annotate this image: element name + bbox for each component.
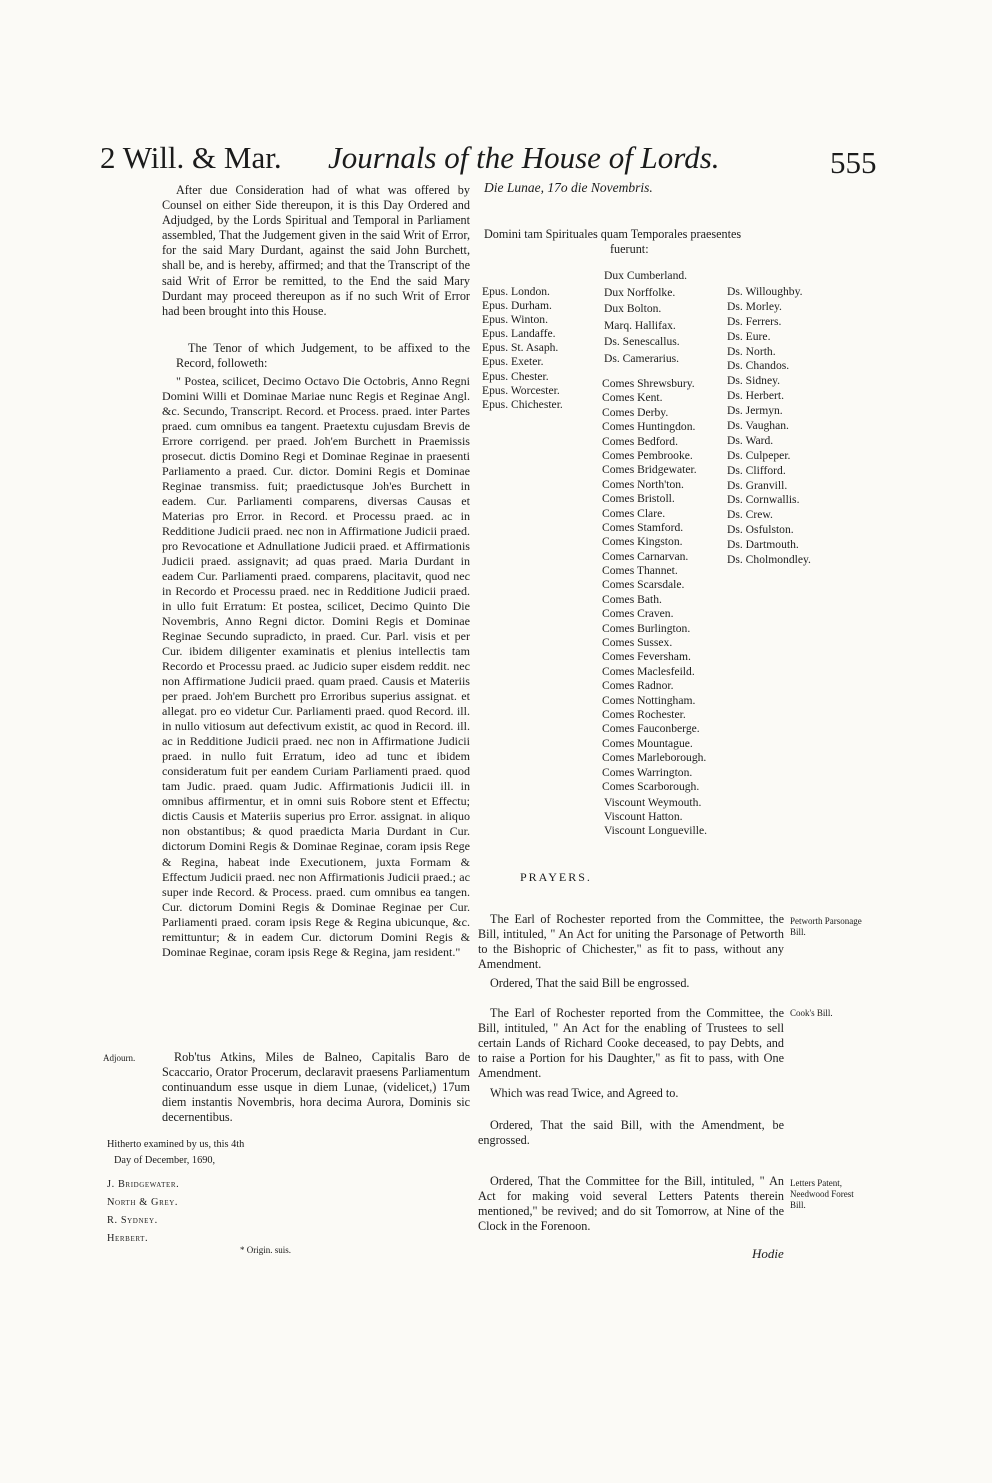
list-item: Epus. Worcester. bbox=[482, 383, 560, 397]
list-item: Comes Pembrooke. bbox=[602, 448, 693, 462]
list-item: Ds. Cholmondley. bbox=[727, 553, 811, 567]
signer: J. Bridgewater. bbox=[107, 1179, 180, 1190]
list-item: Viscount Longueville. bbox=[604, 824, 707, 838]
examined-line-2: Day of December, 1690, bbox=[114, 1155, 216, 1166]
petworth-order: Ordered, That the said Bill be engrossed. bbox=[490, 976, 690, 990]
list-item: Ds. Granvill. bbox=[727, 478, 788, 492]
list-item: Ds. Camerarius. bbox=[604, 351, 680, 365]
list-item: Comes Warrington. bbox=[602, 765, 693, 779]
list-item: Epus. London. bbox=[482, 285, 550, 298]
list-item: Epus. Chichester. bbox=[482, 397, 563, 411]
latin-record: " Postea, scilicet, Decimo Octavo Die Octobris, Anno Regni Domini Willi et Dominae Mariae nunc Regis et Reginae Angl. &c. Secundo, Transcript. Record. et Process. praed. inter Partes praed. cum omnibus ea tangent. Praetextu cujusdam Brevis de Errore corrigend. per praed. Joh'em Burchett in Praemissis prosecut. dictis Domino Regi et Dominae Reginae in praesenti Parliamento a praed. Cur. dictor. Domini Regis et Dominae Reginae transmiss. fuit; praedictusque Joh'es Burchett in eadem. Cur. Parliamenti comparens, diversas Causas et Materias pro Error. in Record. et Processu praed. ac in Redditione Judicii praed. nec non in Affirmatione Judicii praed. pro Revocatione et Adnullatione Judicii praed. et Affirmationis Judicii praed. assignavit; ad quas praed. Maria Durdant in eadem Cur. Parliamenti praed. comparens, placitavit, quod nec in Recordo et Processu praed. nec in Redditione Judicii praed. in ullo fuit Erratum: Et postea, scilicet, Decimo Quinto Die Novembris, Anno Regni dictor. Domini Regis et Dominae Reginae Secundo supradicto, in praed. Cur. Parl. visis et per Cur. ibidem diligenter examinatis et plenius intellectis tam Recordo et Processu praed. ac Judicio super eisdem reddit. nec non Affirmatione Judicii praed. quam praed. Causis et Materiis per praed. Joh'em Burchett pro Erroribus superius assignat. et allegat. pro eo videtur Cur. Parliamenti praed. quod Record. ill. in nullo vitiosum aut defectivum existit, ac quod in Record. ill. ac in Redditione Judicii praed. nec non in Affirmatione Judicii praed. in nullo fuit Erratum, ideo ad tunc et ibidem consideratum fuit per eandem Curiam Parliamenti praed. quod tam Judic. praed. quam Judic. Affirmationis Judicii ill. in omnibus affirmentur, et in omni suis Robore stent et Effectu; dictis Causis et Materiis superius pro Error. assignat. in aliquo non obstantibus; & quod praedicta Maria Durdant in Cur. dictorum Domini Regis & Dominae Reginae, coram ipsis Rege & Regina, habeat inde Executionem, juxta Formam & Effectum Judicii praed. nec non Affirmationis Judicii praed.; ac super inde Record. & Process. praed. cum omnibus ea tangen. Cur. dictorum Domini Regis & Dominae Reginae per Cur. Parliamenti praed. coram ipsis Rege & Regina ubicunque, &c. remittuntur; & in eadem Cur. dictorum Domini Regis & Dominae Reginae, coram ipsis Rege & Regina, jam resident." bbox=[162, 374, 470, 959]
ordered-paragraph: After due Consideration had of what was offered by Counsel on either Side thereupon, it is this Day Ordered and Adjudged, by the Lords Spiritual and Temporal in Parliament assembled, That the Judgement given in the said Writ of Error, for the said Mary Durdant, against the said John Burchett, shall be, and is hereby, affirmed; and that the Transcript of the said Writ of Error be remitted, to the End the said Mary Durdant may proceed thereupon as if no such Writ of Error had been brought into this House. bbox=[162, 183, 470, 318]
list-item: Comes Derby. bbox=[602, 405, 669, 419]
list-item: Ds. Vaughan. bbox=[727, 419, 789, 433]
margin-note-petworth: Petworth Parsonage Bill. bbox=[790, 916, 862, 937]
margin-note-needwood: Letters Patent, Needwood Forest Bill. bbox=[790, 1178, 854, 1210]
list-item: Comes Burlington. bbox=[602, 621, 691, 635]
list-item: Comes Rochester. bbox=[602, 707, 686, 721]
list-item: Ds. Osfulston. bbox=[727, 523, 794, 537]
petworth-report: The Earl of Rochester reported from the Committee, the Bill, intituled, " An Act for uniting the Parsonage of Petworth to the Bishopric of Chichester," as fit to pass, without any Amendment. bbox=[478, 912, 784, 972]
list-item: Comes Fauconberge. bbox=[602, 722, 700, 736]
list-item: Comes Stamford. bbox=[602, 520, 684, 534]
list-item: Epus. Landaffe. bbox=[482, 327, 556, 341]
list-item: Comes North'ton. bbox=[602, 477, 684, 491]
present-heading-1: Domini tam Spirituales quam Temporales praesentes bbox=[484, 227, 742, 241]
barons-list bbox=[727, 285, 811, 568]
list-item: Ds. Eure. bbox=[727, 329, 771, 343]
list-item: Comes Feversham. bbox=[602, 650, 691, 664]
list-item: Comes Scarborough. bbox=[602, 779, 700, 793]
list-item: Epus. Durham. bbox=[482, 299, 552, 313]
list-item: Comes Bristoll. bbox=[602, 492, 675, 506]
list-item: Ds. Sidney. bbox=[727, 374, 781, 388]
header-journal-title: Journals of the House of Lords. bbox=[328, 140, 720, 175]
margin-note-adjourn: Adjourn. bbox=[103, 1053, 136, 1063]
adjournment-paragraph: Rob'tus Atkins, Miles de Balneo, Capitalis Baro de Scaccario, Orator Procerum, declaravit praesens Parliamentum continuandum esse usque in diem Lunae, (videlicet,) 17um diem instantis Novembris, hora decima Aurora, Dominis sic decernentibus. bbox=[162, 1050, 470, 1125]
dukes-list bbox=[604, 268, 687, 368]
list-item: Comes Clare. bbox=[602, 506, 666, 520]
list-item: Ds. Chandos. bbox=[727, 359, 790, 373]
viscounts-list bbox=[604, 796, 707, 838]
earls-list bbox=[602, 377, 706, 794]
list-item: Ds. Ferrers. bbox=[727, 314, 782, 328]
signer: North & Grey. bbox=[107, 1197, 179, 1208]
list-item: Comes Kingston. bbox=[602, 535, 683, 549]
catchword: Hodie bbox=[752, 1246, 784, 1261]
signer: R. Sydney. bbox=[107, 1215, 158, 1226]
list-item: Ds. North. bbox=[727, 344, 776, 358]
list-item: Comes Carnarvan. bbox=[602, 549, 689, 563]
list-item: Epus. St. Asaph. bbox=[482, 341, 559, 355]
list-item: Dux Norffolke. bbox=[604, 285, 676, 299]
tenor-paragraph: The Tenor of which Judgement, to be affixed to the Record, followeth: bbox=[176, 341, 470, 371]
list-item: Ds. Senescallus. bbox=[604, 335, 680, 349]
cooke-order: Ordered, That the said Bill, with the Amendment, be engrossed. bbox=[478, 1118, 784, 1148]
list-item: Comes Nottingham. bbox=[602, 693, 696, 707]
list-item: Comes Maclesfeild. bbox=[602, 664, 695, 678]
list-item: Ds. Ward. bbox=[727, 433, 774, 447]
list-item: Dux Bolton. bbox=[604, 302, 662, 316]
list-item: Comes Kent. bbox=[602, 391, 663, 405]
list-item: Comes Huntingdon. bbox=[602, 420, 696, 434]
signers-list bbox=[107, 1176, 179, 1248]
examined-line-1: Hitherto examined by us, this 4th bbox=[107, 1139, 245, 1150]
list-item: Comes Scarsdale. bbox=[602, 578, 685, 592]
list-item: Ds. Crew. bbox=[727, 508, 773, 522]
list-item: Viscount Weymouth. bbox=[604, 796, 702, 809]
needwood-order: Ordered, That the Committee for the Bill, intituled, " An Act for making void several Letters Patents therein mentioned," be revived; and do sit Tomorrow, at Nine of the Clock in the Forenoon. bbox=[478, 1174, 784, 1234]
list-item: Comes Thannet. bbox=[602, 564, 678, 578]
list-item: Epus. Chester. bbox=[482, 369, 549, 383]
list-item: Comes Mountague. bbox=[602, 736, 693, 750]
list-item: Comes Sussex. bbox=[602, 636, 673, 650]
list-item: Comes Bridgewater. bbox=[602, 463, 697, 477]
list-item: Ds. Herbert. bbox=[727, 389, 784, 403]
list-item: Epus. Winton. bbox=[482, 313, 548, 327]
list-item: Ds. Clifford. bbox=[727, 463, 786, 477]
sitting-date: Die Lunae, 17o die Novembris. bbox=[484, 180, 653, 195]
list-item: Comes Craven. bbox=[602, 607, 674, 621]
present-heading-2: fuerunt: bbox=[610, 242, 649, 256]
list-item: Dux Cumberland. bbox=[604, 269, 688, 282]
footnote: * Origin. suis. bbox=[240, 1245, 292, 1255]
page-number: 555 bbox=[830, 145, 877, 180]
list-item: Ds. Cornwallis. bbox=[727, 493, 800, 507]
list-item: Ds. Dartmouth. bbox=[727, 538, 799, 552]
list-item: Ds. Jermyn. bbox=[727, 404, 783, 418]
signer: Herbert. bbox=[107, 1233, 149, 1244]
cooke-report: The Earl of Rochester reported from the Committee, the Bill, intituled, " An Act for the enabling of Trustees to sell certain Lands of Richard Cooke deceased, to pay Debts, and to raise a Portion for his Daughter," as fit to pass, with One Amendment. bbox=[478, 1006, 784, 1081]
list-item: Comes Bedford. bbox=[602, 434, 678, 448]
prayers-heading: PRAYERS. bbox=[520, 870, 592, 884]
list-item: Comes Marleborough. bbox=[602, 751, 707, 765]
list-item: Comes Bath. bbox=[602, 592, 662, 606]
margin-note-cooke: Cook's Bill. bbox=[790, 1008, 833, 1018]
list-item: Ds. Willoughby. bbox=[727, 285, 803, 298]
list-item: Viscount Hatton. bbox=[604, 810, 683, 824]
list-item: Comes Radnor. bbox=[602, 679, 674, 693]
list-item: Ds. Culpeper. bbox=[727, 448, 791, 462]
cooke-read: Which was read Twice, and Agreed to. bbox=[490, 1086, 679, 1100]
list-item: Epus. Exeter. bbox=[482, 355, 544, 369]
list-item: Comes Shrewsbury. bbox=[602, 377, 695, 390]
bishops-list bbox=[482, 285, 563, 412]
list-item: Ds. Morley. bbox=[727, 299, 782, 313]
list-item: Marq. Hallifax. bbox=[604, 318, 676, 332]
header-regnal-year: 2 Will. & Mar. bbox=[100, 140, 282, 175]
